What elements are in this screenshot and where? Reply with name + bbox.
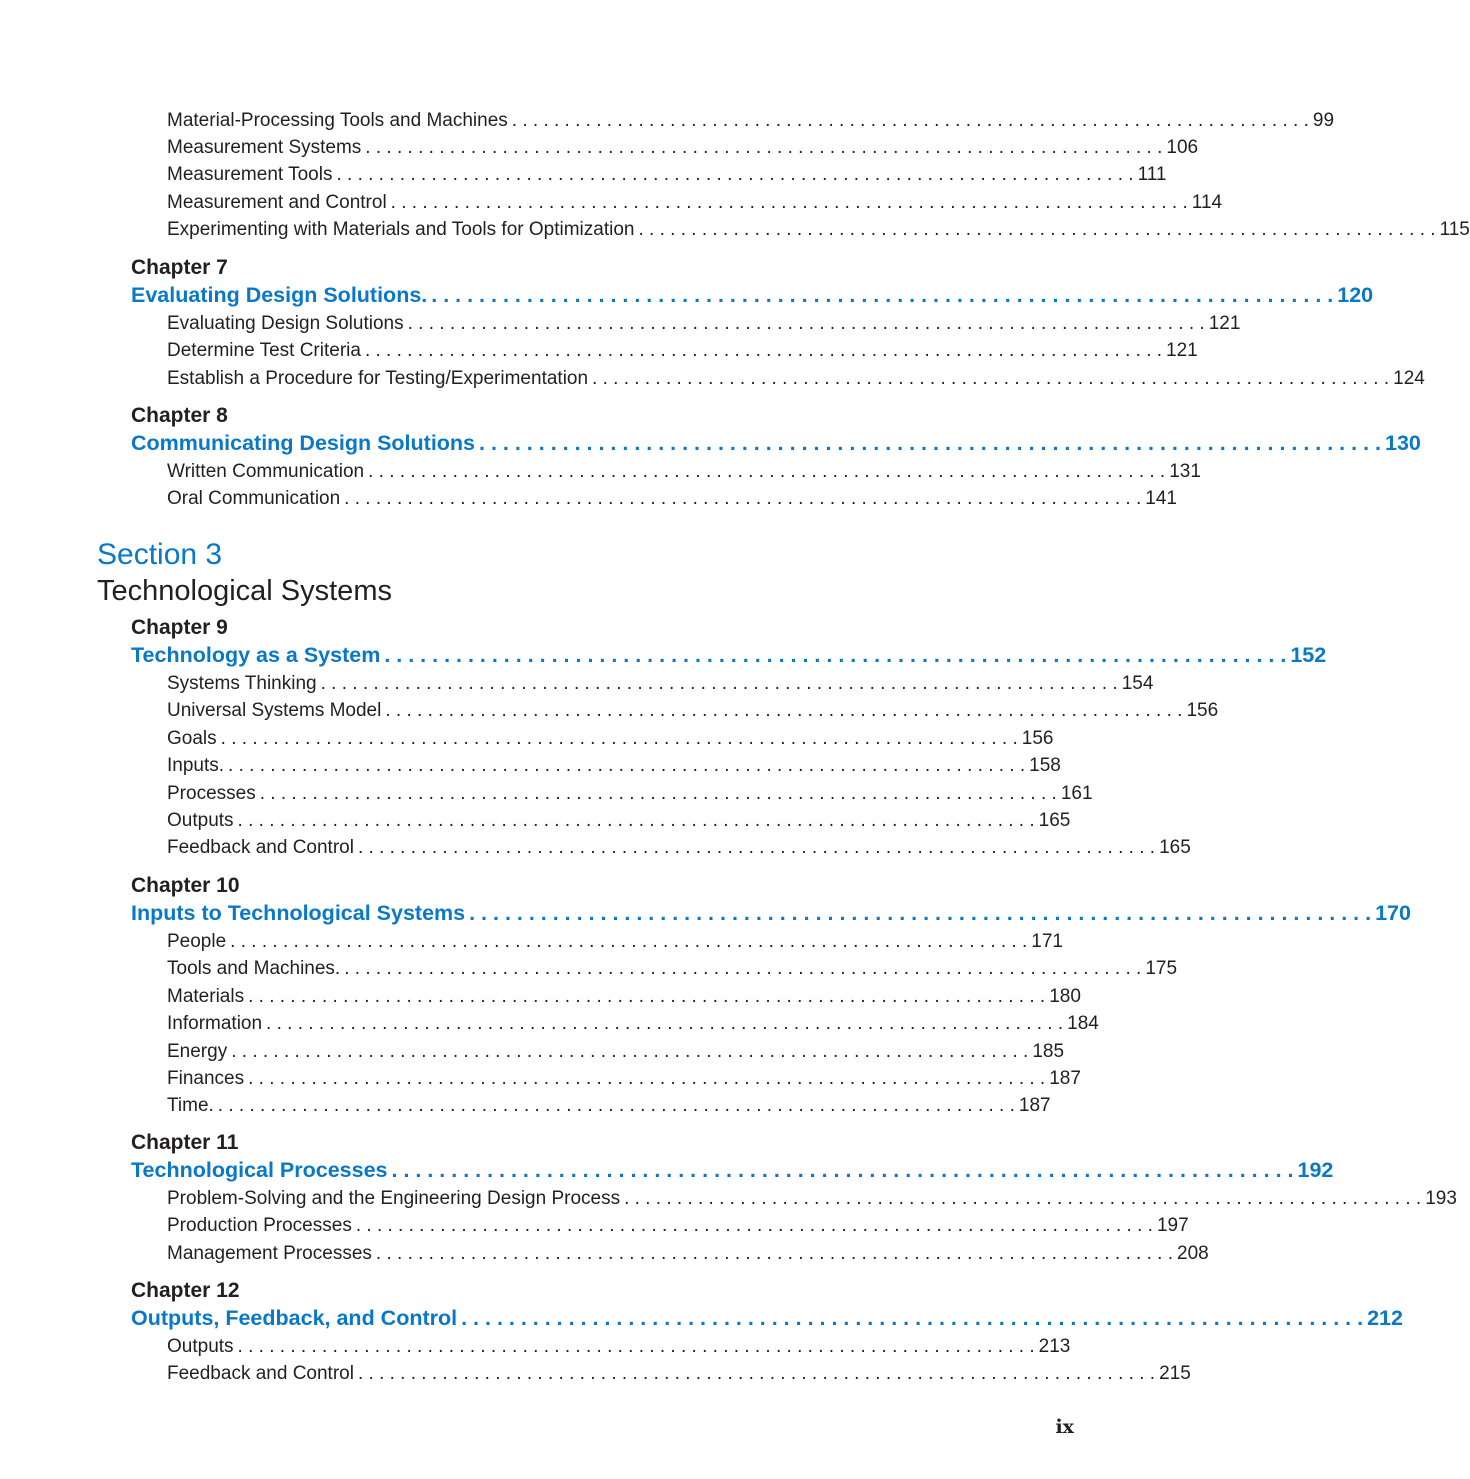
toc-entry-label: Inputs. [167, 755, 225, 776]
chapter-title-link[interactable] [131, 899, 1411, 927]
toc-entry-page-number: 165 [1159, 837, 1191, 858]
dot-leader: . . . . . . . . . . . . . . . . . . . . . . . . . . . . . . . . . . . . . . . . . . . . . . . . . . . . . . . . . . . . . . . . . . . . . . . . . . . . [365, 137, 1163, 158]
toc-entry-label: Production Processes [167, 1215, 352, 1236]
chapter-label: Chapter 7 [131, 256, 228, 279]
chapter-title-link-label: Technological Processes [131, 1158, 388, 1182]
toc-entry-label: Systems Thinking [167, 673, 317, 694]
toc-entry[interactable] [167, 1039, 1065, 1065]
toc-entry[interactable] [167, 1011, 1099, 1037]
toc-entry-page-number: 121 [1166, 340, 1198, 361]
toc-entry[interactable] [167, 108, 1335, 134]
toc-entry[interactable] [167, 486, 1177, 512]
toc-entry-page-number: 208 [1177, 1243, 1209, 1264]
chapter-label: Chapter 12 [131, 1279, 240, 1302]
chapter-label: Chapter 11 [131, 1131, 239, 1154]
toc-entry-label: Measurement and Control [167, 192, 387, 213]
toc-entry-label: Universal Systems Model [167, 700, 382, 721]
dot-leader: . . . . . . . . . . . . . . . . . . . . . . . . . . . . . . . . . . . . . . . . . . . . . . . . . . . . . . . . . . . . . . . . . . . . . . . . . . . . [375, 1243, 1173, 1264]
chapter-label: Chapter 9 [131, 616, 228, 639]
toc-entry[interactable] [167, 726, 1054, 752]
toc-entry-label: Management Processes [167, 1243, 372, 1264]
toc-entry[interactable] [167, 217, 1470, 243]
dot-leader: . . . . . . . . . . . . . . . . . . . . . . . . . . . . . . . . . . . . . . . . . . . . . . . . . . . . . . . . . . . . . . . . . . . . . . . . . . . . [320, 673, 1118, 694]
toc-entry-label: People [167, 931, 227, 952]
toc-entry[interactable] [167, 1066, 1081, 1092]
dot-leader: . . . . . . . . . . . . . . . . . . . . . . . . . . . . . . . . . . . . . . . . . . . . . . . . . . . . . . . . . . . . . . . . . . . . . . . . . . . . [266, 1013, 1064, 1034]
dot-leader: . . . . . . . . . . . . . . . . . . . . . . . . . . . . . . . . . . . . . . . . . . . . . . . . . . . . . . . . . . . . . . . . . . . . . . . . . . . . [355, 1215, 1153, 1236]
toc-entry-label: Problem-Solving and the Engineering Design Process [167, 1188, 621, 1209]
toc-entry-label: Processes [167, 783, 256, 804]
toc-entry-label: Measurement Systems [167, 137, 362, 158]
toc-entry-page-number: 175 [1145, 958, 1178, 979]
toc-entry[interactable] [167, 698, 1219, 724]
dot-leader: . . . . . . . . . . . . . . . . . . . . . . . . . . . . . . . . . . . . . . . . . . . . . . . . . . . . . . . . . . . . . . . . . . . . . . . . . . . . [364, 340, 1163, 361]
dot-leader: . . . . . . . . . . . . . . . . . . . . . . . . . . . . . . . . . . . . . . . . . . . . . . . . . . . . . . . . . . . . . . . . . . . . . . . . . . . . [344, 488, 1142, 509]
toc-entry-page-number: 158 [1029, 755, 1061, 776]
dot-leader: . . . . . . . . . . . . . . . . . . . . . . . . . . . . . . . . . . . . . . . . . . . . . . . . . . . . . . . . . . . . . . . . . . . . . . . . . . . . [220, 728, 1018, 749]
chapter-title-link-page-number: 170 [1375, 901, 1411, 925]
dot-leader: . . . . . . . . . . . . . . . . . . . . . . . . . . . . . . . . . . . . . . . . . . . . . . . . . . . . . . . . . . . . . . . . . . . . . . . . . . . . [237, 810, 1035, 831]
toc-entry-page-number: 114 [1191, 192, 1223, 213]
toc-entry-label: Feedback and Control [167, 837, 354, 858]
toc-entry-page-number: 197 [1156, 1215, 1189, 1236]
dot-leader: . . . . . . . . . . . . . . . . . . . . . . . . . . . . . . . . . . . . . . . . . . . . . . . . . . . . . . . . . . . . . . . . . . . . . . . . . . . . [391, 1158, 1294, 1182]
dot-leader: . . . . . . . . . . . . . . . . . . . . . . . . . . . . . . . . . . . . . . . . . . . . . . . . . . . . . . . . . . . . . . . . . . . . . . . . . . . . [385, 700, 1183, 721]
dot-leader: . . . . . . . . . . . . . . . . . . . . . . . . . . . . . . . . . . . . . . . . . . . . . . . . . . . . . . . . . . . . . . . . . . . . . . . . . . . . [592, 368, 1390, 389]
toc-entry-page-number: 187 [1049, 1068, 1081, 1089]
toc-entry-label: Written Communication [167, 461, 365, 482]
toc-entry-page-number: 193 [1425, 1188, 1457, 1209]
toc-entry[interactable] [167, 311, 1241, 337]
toc-entry[interactable] [167, 338, 1198, 364]
toc-entry-label: Information [167, 1013, 263, 1034]
toc-entry-label: Goals [167, 728, 217, 749]
toc-entry-page-number: 124 [1393, 368, 1425, 389]
toc-entry-label: Outputs [167, 810, 234, 831]
toc-entry-label: Establish a Procedure for Testing/Experimentation [167, 368, 589, 389]
section-title: Technological Systems [97, 575, 392, 607]
toc-entry-page-number: 154 [1121, 673, 1154, 694]
toc-entry[interactable] [167, 929, 1063, 955]
toc-entry[interactable] [167, 781, 1093, 807]
toc-entry-page-number: 106 [1166, 137, 1199, 158]
toc-entry-page-number: 215 [1159, 1363, 1191, 1384]
dot-leader: . . . . . . . . . . . . . . . . . . . . . . . . . . . . . . . . . . . . . . . . . . . . . . . . . . . . . . . . . . . . . . . . . . . . . . . . . . . . [248, 986, 1046, 1007]
dot-leader: . . . . . . . . . . . . . . . . . . . . . . . . . . . . . . . . . . . . . . . . . . . . . . . . . . . . . . . . . . . . . . . . . . . . . . . . . . . . [624, 1188, 1422, 1209]
toc-entry-label: Outputs [167, 1336, 234, 1357]
dot-leader: . . . . . . . . . . . . . . . . . . . . . . . . . . . . . . . . . . . . . . . . . . . . . . . . . . . . . . . . . . . . . . . . . . . . . . . . . . . . [384, 643, 1287, 667]
toc-entry-label: Determine Test Criteria [167, 340, 361, 361]
dot-leader: . . . . . . . . . . . . . . . . . . . . . . . . . . . . . . . . . . . . . . . . . . . . . . . . . . . . . . . . . . . . . . . . . . . . . . . . . . . . [469, 901, 1372, 925]
toc-entry-label: Energy [167, 1041, 228, 1062]
toc-entry-page-number: 161 [1060, 783, 1093, 804]
toc-entry-page-number: 156 [1021, 728, 1054, 749]
dot-leader: . . . . . . . . . . . . . . . . . . . . . . . . . . . . . . . . . . . . . . . . . . . . . . . . . . . . . . . . . . . . . . . . . . . . . . . . . . . . [461, 1306, 1364, 1330]
toc-entry-page-number: 141 [1145, 488, 1177, 509]
toc-entry-page-number: 165 [1038, 810, 1071, 831]
chapter-title-link-page-number: 212 [1367, 1306, 1403, 1330]
dot-leader: . . . . . . . . . . . . . . . . . . . . . . . . . . . . . . . . . . . . . . . . . . . . . . . . . . . . . . . . . . . . . . . . . . . . . . . . . . . . [431, 283, 1334, 307]
page-number-folio: ix [1055, 1416, 1074, 1438]
toc-entry[interactable] [167, 808, 1071, 834]
dot-leader: . . . . . . . . . . . . . . . . . . . . . . . . . . . . . . . . . . . . . . . . . . . . . . . . . . . . . . . . . . . . . . . . . . . . . . . . . . . . [237, 1336, 1035, 1357]
toc-entry[interactable] [167, 135, 1199, 161]
toc-entry[interactable] [167, 162, 1167, 188]
dot-leader: . . . . . . . . . . . . . . . . . . . . . . . . . . . . . . . . . . . . . . . . . . . . . . . . . . . . . . . . . . . . . . . . . . . . . . . . . . . . [217, 1095, 1015, 1116]
toc-entry-label: Evaluating Design Solutions [167, 313, 404, 334]
toc-entry-page-number: 99 [1312, 110, 1335, 131]
dot-leader: . . . . . . . . . . . . . . . . . . . . . . . . . . . . . . . . . . . . . . . . . . . . . . . . . . . . . . . . . . . . . . . . . . . . . . . . . . . . [228, 755, 1026, 776]
toc-entry[interactable] [167, 366, 1425, 392]
dot-leader: . . . . . . . . . . . . . . . . . . . . . . . . . . . . . . . . . . . . . . . . . . . . . . . . . . . . . . . . . . . . . . . . . . . . . . . . . . . . [248, 1068, 1046, 1089]
toc-entry-page-number: 121 [1208, 313, 1241, 334]
toc-entry[interactable] [167, 1093, 1051, 1119]
toc-entry[interactable] [167, 984, 1081, 1010]
toc-entry-label: Time. [167, 1095, 214, 1116]
toc-entry-page-number: 115 [1439, 219, 1470, 240]
toc-entry-page-number: 156 [1186, 700, 1219, 721]
toc-entry-label: Tools and Machines. [167, 958, 341, 979]
chapter-label: Chapter 10 [131, 874, 240, 897]
toc-entry-label: Finances [167, 1068, 245, 1089]
toc-entry[interactable] [167, 459, 1201, 485]
toc-entry-page-number: 187 [1018, 1095, 1051, 1116]
chapter-title-link[interactable] [131, 429, 1421, 457]
chapter-title-link-label: Evaluating Design Solutions. [131, 283, 428, 307]
dot-leader: . . . . . . . . . . . . . . . . . . . . . . . . . . . . . . . . . . . . . . . . . . . . . . . . . . . . . . . . . . . . . . . . . . . . . . . . . . . . [344, 958, 1142, 979]
dot-leader: . . . . . . . . . . . . . . . . . . . . . . . . . . . . . . . . . . . . . . . . . . . . . . . . . . . . . . . . . . . . . . . . . . . . . . . . . . . . [407, 313, 1205, 334]
chapter-title-link-page-number: 152 [1290, 643, 1327, 667]
toc-entry-page-number: 180 [1049, 986, 1081, 1007]
dot-leader: . . . . . . . . . . . . . . . . . . . . . . . . . . . . . . . . . . . . . . . . . . . . . . . . . . . . . . . . . . . . . . . . . . . . . . . . . . . . [230, 931, 1028, 952]
toc-entry[interactable] [167, 1241, 1209, 1267]
toc-entry-page-number: 111 [1137, 164, 1167, 185]
toc-entry-label: Material-Processing Tools and Machines [167, 110, 508, 131]
chapter-title-link-label: Inputs to Technological Systems [131, 901, 466, 925]
section-number: Section 3 [97, 538, 223, 571]
toc-entry[interactable] [167, 1334, 1071, 1360]
chapter-title-link[interactable] [131, 281, 1374, 309]
toc-entry[interactable] [167, 956, 1178, 982]
dot-leader: . . . . . . . . . . . . . . . . . . . . . . . . . . . . . . . . . . . . . . . . . . . . . . . . . . . . . . . . . . . . . . . . . . . . . . . . . . . . [368, 461, 1166, 482]
chapter-title-link-label: Outputs, Feedback, and Control [131, 1306, 458, 1330]
dot-leader: . . . . . . . . . . . . . . . . . . . . . . . . . . . . . . . . . . . . . . . . . . . . . . . . . . . . . . . . . . . . . . . . . . . . . . . . . . . . [336, 164, 1134, 185]
toc-entry[interactable] [167, 835, 1191, 861]
chapter-title-link[interactable] [131, 641, 1327, 669]
dot-leader: . . . . . . . . . . . . . . . . . . . . . . . . . . . . . . . . . . . . . . . . . . . . . . . . . . . . . . . . . . . . . . . . . . . . . . . . . . . . [479, 431, 1381, 455]
toc-entry[interactable] [167, 671, 1154, 697]
dot-leader: . . . . . . . . . . . . . . . . . . . . . . . . . . . . . . . . . . . . . . . . . . . . . . . . . . . . . . . . . . . . . . . . . . . . . . . . . . . . [638, 219, 1436, 240]
chapter-title-link[interactable] [131, 1156, 1334, 1184]
dot-leader: . . . . . . . . . . . . . . . . . . . . . . . . . . . . . . . . . . . . . . . . . . . . . . . . . . . . . . . . . . . . . . . . . . . . . . . . . . . . [357, 1363, 1156, 1384]
toc-entry-page-number: 185 [1032, 1041, 1065, 1062]
toc-entry[interactable] [167, 1186, 1457, 1212]
toc-entry-label: Experimenting with Materials and Tools for Optimization [167, 219, 635, 240]
toc-entry-page-number: 171 [1031, 931, 1063, 952]
chapter-title-link-page-number: 130 [1385, 431, 1421, 455]
dot-leader: . . . . . . . . . . . . . . . . . . . . . . . . . . . . . . . . . . . . . . . . . . . . . . . . . . . . . . . . . . . . . . . . . . . . . . . . . . . . [259, 783, 1057, 804]
dot-leader: . . . . . . . . . . . . . . . . . . . . . . . . . . . . . . . . . . . . . . . . . . . . . . . . . . . . . . . . . . . . . . . . . . . . . . . . . . . . [511, 110, 1309, 131]
toc-entry[interactable] [167, 1213, 1189, 1239]
toc-entry-label: Measurement Tools [167, 164, 333, 185]
toc-entry-page-number: 131 [1169, 461, 1201, 482]
toc-entry[interactable] [167, 1361, 1191, 1387]
dot-leader: . . . . . . . . . . . . . . . . . . . . . . . . . . . . . . . . . . . . . . . . . . . . . . . . . . . . . . . . . . . . . . . . . . . . . . . . . . . . [390, 192, 1188, 213]
chapter-title-link-page-number: 192 [1297, 1158, 1334, 1182]
toc-entry-label: Materials [167, 986, 245, 1007]
toc-entry[interactable] [167, 753, 1061, 779]
toc-entry[interactable] [167, 190, 1223, 216]
toc-entry-page-number: 184 [1067, 1013, 1099, 1034]
toc-entry-label: Oral Communication [167, 488, 341, 509]
chapter-title-link[interactable] [131, 1304, 1403, 1332]
toc-entry-label: Feedback and Control [167, 1363, 354, 1384]
toc-entry-page-number: 213 [1038, 1336, 1071, 1357]
dot-leader: . . . . . . . . . . . . . . . . . . . . . . . . . . . . . . . . . . . . . . . . . . . . . . . . . . . . . . . . . . . . . . . . . . . . . . . . . . . . [231, 1041, 1029, 1062]
dot-leader: . . . . . . . . . . . . . . . . . . . . . . . . . . . . . . . . . . . . . . . . . . . . . . . . . . . . . . . . . . . . . . . . . . . . . . . . . . . . [357, 837, 1156, 858]
chapter-label: Chapter 8 [131, 404, 228, 427]
chapter-title-link-label: Technology as a System [131, 643, 381, 667]
chapter-title-link-page-number: 120 [1337, 283, 1374, 307]
chapter-title-link-label: Communicating Design Solutions [131, 431, 476, 455]
